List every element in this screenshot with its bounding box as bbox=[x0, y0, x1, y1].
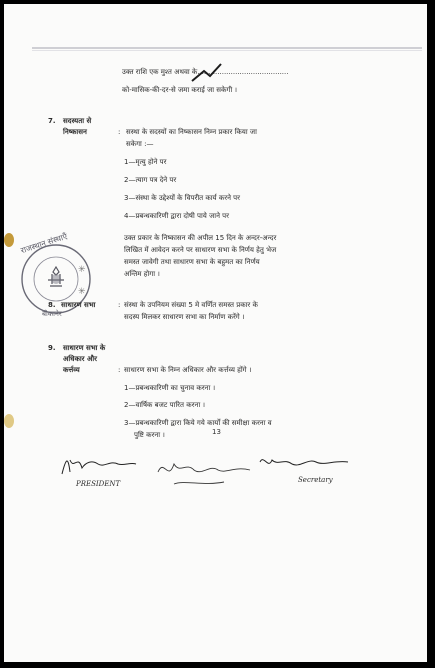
section7-colon: : bbox=[118, 128, 121, 136]
secretary-name bbox=[266, 456, 316, 464]
page-number: 13 bbox=[212, 428, 221, 436]
section7-para: अन्तिम होगा । bbox=[124, 270, 160, 278]
section7-intro-2: सकेगा :— bbox=[126, 140, 154, 148]
section7-para: समस्त जावेगी तथा साधारण सभा के बहुमत का निर्णय bbox=[124, 258, 260, 266]
section7-title-2: निष्कासन bbox=[63, 128, 87, 136]
section9-colon: : bbox=[118, 366, 121, 374]
section7-item: 2—त्याग पत्र देने पर bbox=[124, 176, 177, 184]
section8-line: सदस्य मिलकर साधारण सभा का निर्माण करेंगे । bbox=[124, 313, 245, 321]
seal-text-bottom: बीकानेर bbox=[42, 310, 62, 318]
section7-para: लिखित में आवेदन करने पर साधारण सभा के निर्णय हेतु भेज bbox=[124, 246, 277, 254]
section7-para: उक्त प्रकार के निष्कासन की अपील 15 दिन के अन्दर-अन्दर bbox=[124, 234, 277, 242]
section9-title-1: साधारण सभा के bbox=[63, 344, 106, 352]
section7-title-1: सदस्यता से bbox=[63, 117, 92, 125]
pen-mark-icon bbox=[190, 62, 224, 84]
section7-item: 1—मृत्यु होने पर bbox=[124, 158, 167, 166]
section7-number: 7. bbox=[48, 117, 56, 125]
president-title: PRESIDENT bbox=[76, 480, 121, 488]
section9-title-3: कर्त्तव्य bbox=[63, 366, 80, 374]
punch-hole-lower bbox=[4, 414, 14, 428]
section8-title: साधारण सभा bbox=[61, 301, 96, 309]
header-line-1: उक्त राशि एक मुश्त अथवा के......................................... bbox=[122, 68, 289, 76]
svg-text:✳: ✳ bbox=[78, 265, 86, 275]
secretary-title: Secretary bbox=[298, 476, 333, 484]
section9-number: 9. bbox=[48, 344, 56, 352]
top-rule-shadow bbox=[32, 50, 422, 51]
section9-item: 2—वार्षिक बजट पारित करना । bbox=[124, 401, 206, 409]
top-rule bbox=[32, 47, 422, 49]
section7-item: 4—प्रबन्धकारिणी द्वारा दोषी पाये जाने पर bbox=[124, 212, 230, 220]
svg-text:✳: ✳ bbox=[78, 287, 86, 297]
president-name bbox=[66, 458, 111, 466]
section8-colon: : bbox=[118, 301, 121, 309]
section7-intro-1: सस्था के सदस्यों का निष्कासन निम्न प्रकार किया जा bbox=[126, 128, 257, 136]
seal-text-top: राजस्थान संस्थाएँ bbox=[19, 231, 69, 256]
section9-item-cont: पुष्टि करना । bbox=[134, 431, 165, 439]
section9-item: 3—प्रबन्धकारिणी द्वारा किये गये कार्यों की समीक्षा करना व bbox=[124, 419, 272, 427]
document-page bbox=[4, 4, 427, 662]
section8-number: 8. bbox=[48, 301, 56, 309]
header-line-2: को-मासिक-की-दर-से जमा कराई जा सकेगी । bbox=[122, 86, 238, 94]
section9-title-2: अधिकार और bbox=[63, 355, 97, 363]
section9-item: 1—प्रबन्धकारिणी का चुनाव करना । bbox=[124, 384, 216, 392]
member-name bbox=[162, 464, 220, 472]
member-signature-icon bbox=[154, 452, 254, 492]
section9-intro: साधारण सभा के निम्न अधिकार और कर्त्तव्य होंगे । bbox=[124, 366, 252, 374]
section7-item: 3—संस्था के उद्देश्यों के विपरीत कार्य करने पर bbox=[124, 194, 241, 202]
section8-line: संस्था के उपनियम संख्या 5 मे वर्णित समस्त प्रकार के bbox=[124, 301, 258, 309]
